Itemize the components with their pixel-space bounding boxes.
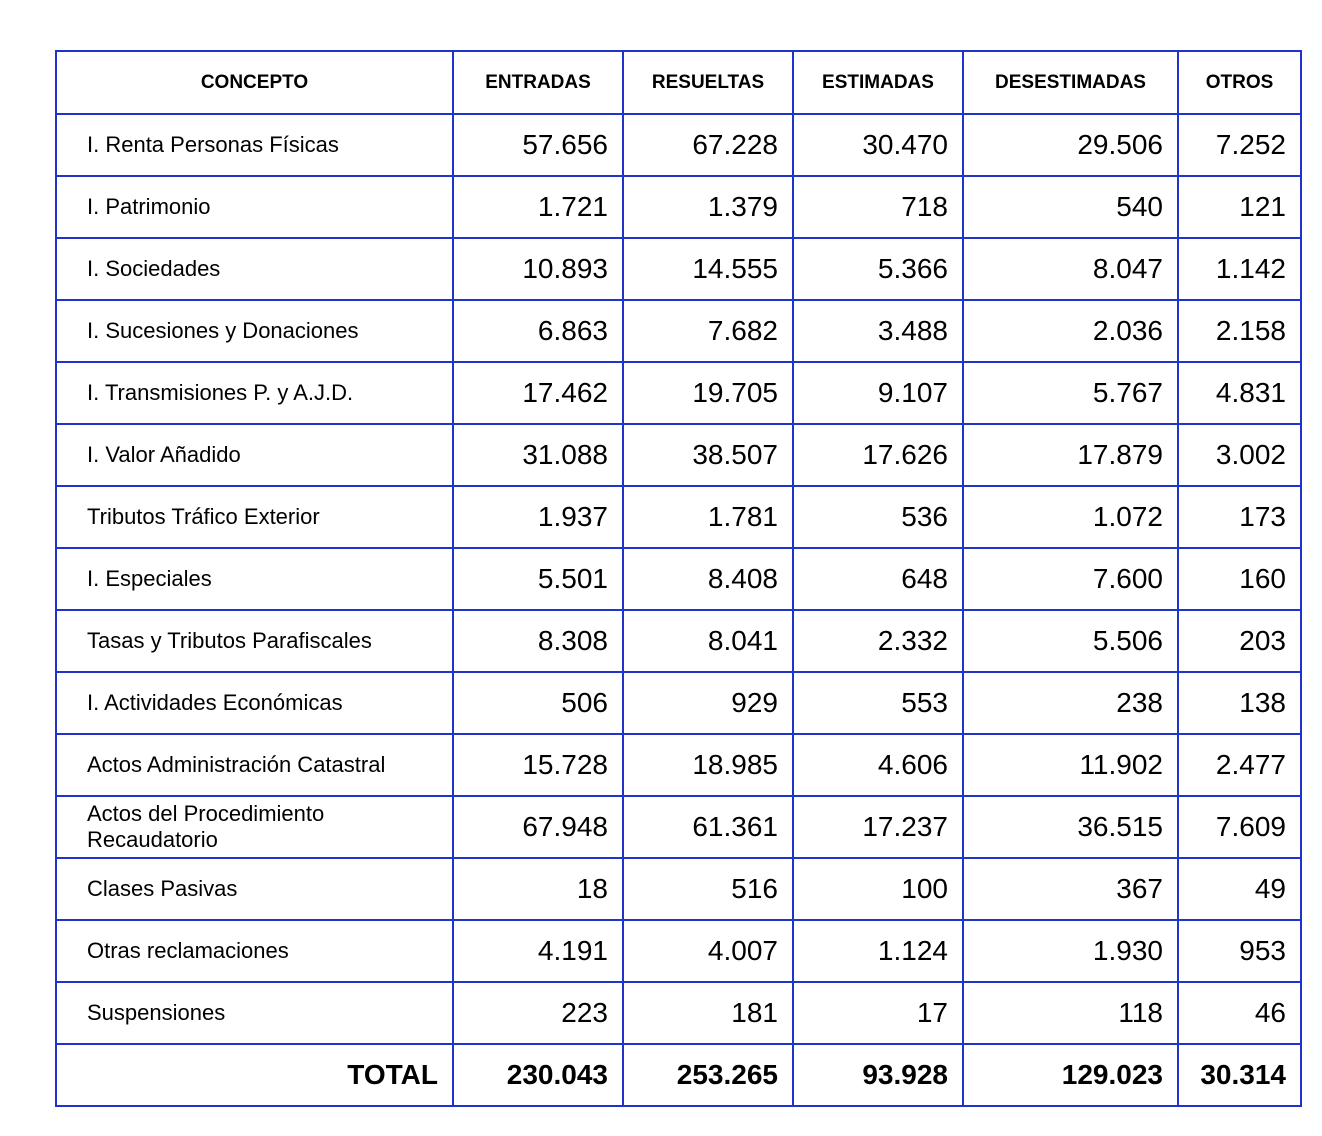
- cell-resueltas: 38.507: [623, 424, 793, 486]
- cell-desestimadas: 29.506: [963, 114, 1178, 176]
- cell-desestimadas: 238: [963, 672, 1178, 734]
- cell-estimadas: 718: [793, 176, 963, 238]
- cell-desestimadas: 118: [963, 982, 1178, 1044]
- table-row: [56, 238, 1301, 300]
- cell-desestimadas: 1.072: [963, 486, 1178, 548]
- cell-estimadas: 4.606: [793, 734, 963, 796]
- cell-estimadas: 17.626: [793, 424, 963, 486]
- header-desestimadas: DESESTIMADAS: [963, 51, 1178, 114]
- total-resueltas: 253.265: [623, 1044, 793, 1106]
- cell-otros: 121: [1178, 176, 1301, 238]
- cell-desestimadas: 36.515: [963, 796, 1178, 858]
- cell-estimadas: 5.366: [793, 238, 963, 300]
- table-row: [56, 486, 1301, 548]
- table-row: [56, 176, 1301, 238]
- cell-estimadas: 553: [793, 672, 963, 734]
- table-row: [56, 610, 1301, 672]
- header-row: [56, 51, 1301, 114]
- cell-entradas: 223: [453, 982, 623, 1044]
- cell-entradas: 10.893: [453, 238, 623, 300]
- cell-resueltas: 67.228: [623, 114, 793, 176]
- cell-entradas: 67.948: [453, 796, 623, 858]
- cell-entradas: 57.656: [453, 114, 623, 176]
- cell-otros: 953: [1178, 920, 1301, 982]
- cell-resueltas: 929: [623, 672, 793, 734]
- cell-concepto: Clases Pasivas: [56, 858, 453, 920]
- cell-concepto: I. Transmisiones P. y A.J.D.: [56, 362, 453, 424]
- table-row: [56, 858, 1301, 920]
- cell-concepto: I. Actividades Económicas: [56, 672, 453, 734]
- total-estimadas: 93.928: [793, 1044, 963, 1106]
- cell-entradas: 18: [453, 858, 623, 920]
- cell-otros: 46: [1178, 982, 1301, 1044]
- cell-desestimadas: 5.506: [963, 610, 1178, 672]
- cell-desestimadas: 367: [963, 858, 1178, 920]
- cell-entradas: 31.088: [453, 424, 623, 486]
- cell-concepto: I. Sucesiones y Donaciones: [56, 300, 453, 362]
- cell-concepto: Tasas y Tributos Parafiscales: [56, 610, 453, 672]
- cell-desestimadas: 17.879: [963, 424, 1178, 486]
- cell-estimadas: 648: [793, 548, 963, 610]
- cell-concepto: I. Valor Añadido: [56, 424, 453, 486]
- header-entradas: ENTRADAS: [453, 51, 623, 114]
- cell-estimadas: 30.470: [793, 114, 963, 176]
- total-label: TOTAL: [56, 1044, 453, 1106]
- cell-concepto: I. Sociedades: [56, 238, 453, 300]
- cell-estimadas: 536: [793, 486, 963, 548]
- cell-desestimadas: 1.930: [963, 920, 1178, 982]
- cell-resueltas: 516: [623, 858, 793, 920]
- table-body: [56, 114, 1301, 1044]
- total-desestimadas: 129.023: [963, 1044, 1178, 1106]
- cell-resueltas: 19.705: [623, 362, 793, 424]
- cell-otros: 7.252: [1178, 114, 1301, 176]
- table-row: [56, 796, 1301, 858]
- cell-estimadas: 17: [793, 982, 963, 1044]
- cell-entradas: 1.721: [453, 176, 623, 238]
- header-otros: OTROS: [1178, 51, 1301, 114]
- cell-entradas: 6.863: [453, 300, 623, 362]
- cell-entradas: 4.191: [453, 920, 623, 982]
- cell-entradas: 15.728: [453, 734, 623, 796]
- cell-desestimadas: 8.047: [963, 238, 1178, 300]
- header-resueltas: RESUELTAS: [623, 51, 793, 114]
- cell-estimadas: 2.332: [793, 610, 963, 672]
- cell-concepto: Actos del Procedimiento Recaudatorio: [56, 796, 453, 858]
- cell-otros: 1.142: [1178, 238, 1301, 300]
- total-row: [56, 1044, 1301, 1106]
- cell-concepto: I. Especiales: [56, 548, 453, 610]
- cell-concepto: Tributos Tráfico Exterior: [56, 486, 453, 548]
- table-row: [56, 672, 1301, 734]
- cell-concepto: Actos Administración Catastral: [56, 734, 453, 796]
- cell-otros: 203: [1178, 610, 1301, 672]
- cell-resueltas: 8.408: [623, 548, 793, 610]
- cell-desestimadas: 540: [963, 176, 1178, 238]
- total-otros: 30.314: [1178, 1044, 1301, 1106]
- cell-concepto: I. Patrimonio: [56, 176, 453, 238]
- table-row: [56, 300, 1301, 362]
- cell-resueltas: 7.682: [623, 300, 793, 362]
- cell-otros: 173: [1178, 486, 1301, 548]
- cell-resueltas: 1.781: [623, 486, 793, 548]
- cell-entradas: 1.937: [453, 486, 623, 548]
- cell-concepto: I. Renta Personas Físicas: [56, 114, 453, 176]
- cell-estimadas: 3.488: [793, 300, 963, 362]
- cell-concepto: Suspensiones: [56, 982, 453, 1044]
- cell-estimadas: 17.237: [793, 796, 963, 858]
- cell-entradas: 506: [453, 672, 623, 734]
- cell-otros: 2.477: [1178, 734, 1301, 796]
- cell-otros: 160: [1178, 548, 1301, 610]
- header-concepto: CONCEPTO: [56, 51, 453, 114]
- cell-otros: 2.158: [1178, 300, 1301, 362]
- cell-estimadas: 9.107: [793, 362, 963, 424]
- cell-entradas: 5.501: [453, 548, 623, 610]
- cell-estimadas: 100: [793, 858, 963, 920]
- table-row: [56, 424, 1301, 486]
- total-entradas: 230.043: [453, 1044, 623, 1106]
- cell-resueltas: 1.379: [623, 176, 793, 238]
- cell-resueltas: 14.555: [623, 238, 793, 300]
- table-row: [56, 734, 1301, 796]
- header-estimadas: ESTIMADAS: [793, 51, 963, 114]
- cell-otros: 49: [1178, 858, 1301, 920]
- cell-otros: 3.002: [1178, 424, 1301, 486]
- cell-desestimadas: 11.902: [963, 734, 1178, 796]
- cell-desestimadas: 7.600: [963, 548, 1178, 610]
- cell-resueltas: 8.041: [623, 610, 793, 672]
- table-row: [56, 362, 1301, 424]
- cell-entradas: 8.308: [453, 610, 623, 672]
- cell-otros: 138: [1178, 672, 1301, 734]
- table-row: [56, 982, 1301, 1044]
- reclamaciones-table: [55, 50, 1302, 1107]
- cell-resueltas: 61.361: [623, 796, 793, 858]
- table-row: [56, 920, 1301, 982]
- cell-resueltas: 18.985: [623, 734, 793, 796]
- cell-desestimadas: 5.767: [963, 362, 1178, 424]
- cell-entradas: 17.462: [453, 362, 623, 424]
- table-row: [56, 114, 1301, 176]
- cell-desestimadas: 2.036: [963, 300, 1178, 362]
- cell-estimadas: 1.124: [793, 920, 963, 982]
- cell-resueltas: 181: [623, 982, 793, 1044]
- cell-otros: 4.831: [1178, 362, 1301, 424]
- cell-resueltas: 4.007: [623, 920, 793, 982]
- cell-otros: 7.609: [1178, 796, 1301, 858]
- table-row: [56, 548, 1301, 610]
- cell-concepto: Otras reclamaciones: [56, 920, 453, 982]
